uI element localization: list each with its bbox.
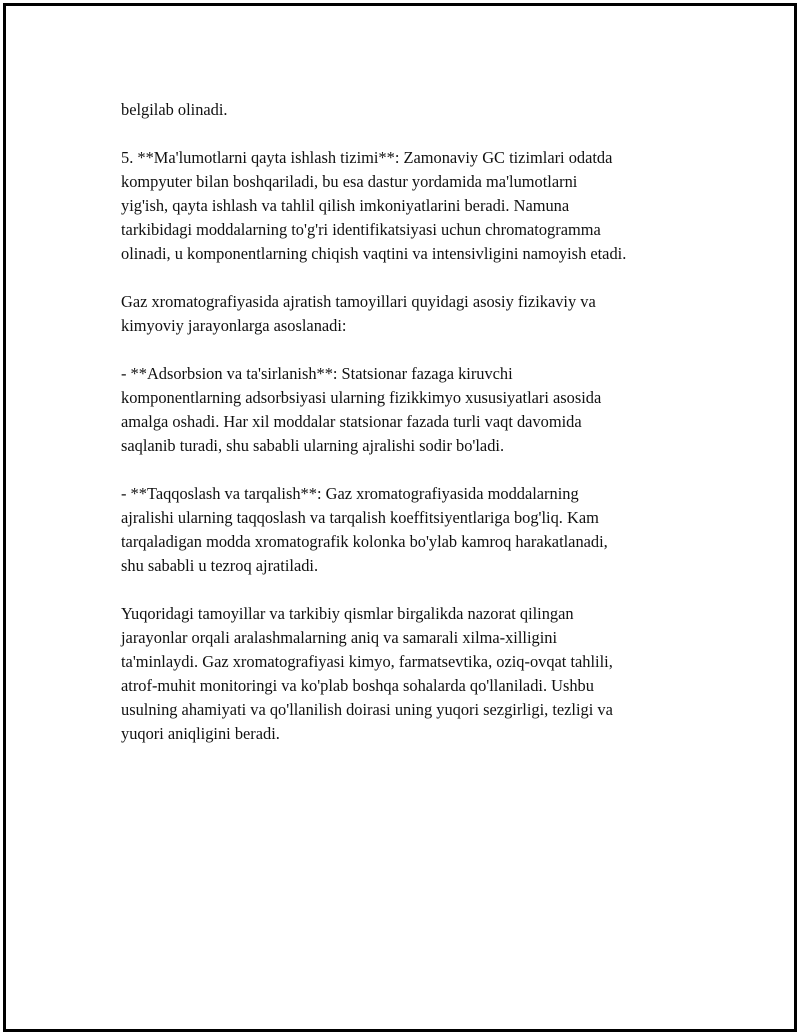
text-line: tarqaladigan modda xromatografik kolonka bo'ylab kamroq harakatlanadi,	[121, 532, 608, 551]
text-line: kompyuter bilan boshqariladi, bu esa dastur yordamida ma'lumotlarni	[121, 172, 578, 191]
text-line: amalga oshadi. Har xil moddalar statsionar fazada turli vaqt davomida	[121, 412, 582, 431]
text-line: kimyoviy jarayonlarga asoslanadi:	[121, 316, 347, 335]
paragraph	[121, 146, 711, 266]
paragraph	[121, 482, 711, 578]
text-line: komponentlarning adsorbsiyasi ularning fizikkimyo xususiyatlari asosida	[121, 388, 602, 407]
text-line: saqlanib turadi, shu sababli ularning ajralishi sodir bo'ladi.	[121, 436, 505, 455]
text-line: yig'ish, qayta ishlash va tahlil qilish imkoniyatlarini beradi. Namuna	[121, 196, 570, 215]
text-line: shu sababli u tezroq ajratiladi.	[121, 556, 319, 575]
document-body	[121, 98, 711, 770]
text-line: Yuqoridagi tamoyillar va tarkibiy qismlar birgalikda nazorat qilingan	[121, 604, 574, 623]
text-line: ajralishi ularning taqqoslash va tarqalish koeffitsiyentlariga bog'liq. Kam	[121, 508, 599, 527]
text-line: usulning ahamiyati va qo'llanilish doirasi uning yuqori sezgirligi, tezligi va	[121, 700, 613, 719]
paragraph	[121, 290, 711, 338]
document-page	[3, 3, 797, 1032]
text-line: - **Taqqoslash va tarqalish**: Gaz xromatografiyasida moddalarning	[121, 484, 579, 503]
text-line: atrof-muhit monitoringi va ko'plab boshqa sohalarda qo'llaniladi. Ushbu	[121, 676, 594, 695]
text-line: belgilab olinadi.	[121, 100, 228, 119]
text-line: - **Adsorbsion va ta'sirlanish**: Statsionar fazaga kiruvchi	[121, 364, 513, 383]
text-line: jarayonlar orqali aralashmalarning aniq va samarali xilma-xilligini	[121, 628, 558, 647]
paragraph	[121, 602, 711, 746]
paragraph	[121, 362, 711, 458]
text-line: ta'minlaydi. Gaz xromatografiyasi kimyo, farmatsevtika, oziq-ovqat tahlili,	[121, 652, 613, 671]
text-line: 5. **Ma'lumotlarni qayta ishlash tizimi**: Zamonaviy GC tizimlari odatda	[121, 148, 613, 167]
text-line: olinadi, u komponentlarning chiqish vaqtini va intensivligini namoyish etadi.	[121, 244, 627, 263]
text-line: Gaz xromatografiyasida ajratish tamoyillari quyidagi asosiy fizikaviy va	[121, 292, 596, 311]
text-line: tarkibidagi moddalarning to'g'ri identifikatsiyasi uchun chromatogramma	[121, 220, 601, 239]
paragraph	[121, 98, 711, 122]
text-line: yuqori aniqligini beradi.	[121, 724, 280, 743]
